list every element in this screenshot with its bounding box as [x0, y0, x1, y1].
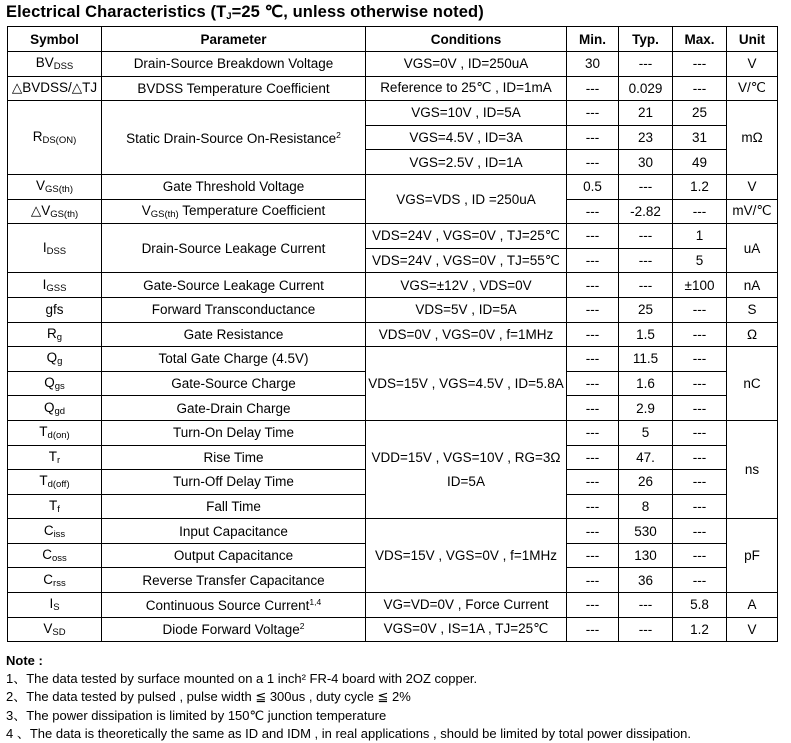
typ-cell: --- — [619, 593, 673, 618]
typ-cell: 8 — [619, 494, 673, 519]
max-cell: --- — [673, 347, 727, 372]
conditions-cell: VGS=4.5V , ID=3A — [366, 125, 567, 150]
parameter-cell: Rise Time — [102, 445, 366, 470]
unit-cell: S — [727, 297, 778, 322]
conditions-cell: VGS=0V , IS=1A , TJ=25℃ — [366, 617, 567, 642]
table-row — [8, 297, 778, 322]
header-symbol: Symbol — [8, 27, 102, 52]
typ-cell: 21 — [619, 101, 673, 126]
parameter-cell: Gate Resistance — [102, 322, 366, 347]
table-row — [8, 174, 778, 199]
max-cell: --- — [673, 519, 727, 544]
max-cell: --- — [673, 543, 727, 568]
typ-cell: 36 — [619, 568, 673, 593]
typ-cell: 1.5 — [619, 322, 673, 347]
note-1: 1、The data tested by surface mounted on a 1 inch² FR-4 board with 2OZ copper. — [6, 671, 478, 687]
min-cell: --- — [567, 519, 619, 544]
symbol-cell: $I_{DSS}$ — [8, 224, 102, 273]
symbol-cell: $C_{iss}$ — [8, 519, 102, 544]
parameter-cell: Output Capacitance — [102, 543, 366, 568]
typ-cell: 47. — [619, 445, 673, 470]
typ-cell: --- — [619, 273, 673, 298]
max-cell: --- — [673, 199, 727, 224]
parameter-cell: Turn-Off Delay Time — [102, 470, 366, 495]
unit-cell: V — [727, 174, 778, 199]
min-cell: --- — [567, 76, 619, 101]
table-row — [8, 593, 778, 618]
table-row — [8, 52, 778, 77]
conditions-cell: Reference to 25℃ , ID=1mA — [366, 76, 567, 101]
max-cell: 25 — [673, 101, 727, 126]
parameter-cell: Gate-Drain Charge — [102, 396, 366, 421]
notes-heading: Note : — [6, 653, 43, 668]
unit-cell: mV/℃ — [727, 199, 778, 224]
table-header-row — [8, 27, 778, 52]
min-cell: 0.5 — [567, 174, 619, 199]
max-cell: 5.8 — [673, 593, 727, 618]
unit-cell: Ω — [727, 322, 778, 347]
max-cell: 49 — [673, 150, 727, 175]
typ-cell: -2.82 — [619, 199, 673, 224]
min-cell: --- — [567, 248, 619, 273]
conditions-cell: VDS=24V , VGS=0V , TJ=25℃ — [366, 224, 567, 249]
table-row — [8, 76, 778, 101]
parameter-cell: Continuous Source Current$^{1,4}$ — [102, 593, 366, 618]
min-cell: --- — [567, 224, 619, 249]
min-cell: --- — [567, 593, 619, 618]
max-cell: 31 — [673, 125, 727, 150]
page-title: Electrical Characteristics ($T_J=25$ ℃, unless otherwise noted) — [6, 3, 484, 22]
header-max: Max. — [673, 27, 727, 52]
max-cell: --- — [673, 445, 727, 470]
min-cell: --- — [567, 322, 619, 347]
conditions-cell: VGS=10V , ID=5A — [366, 101, 567, 126]
conditions-cell: VGS=±12V , VDS=0V — [366, 273, 567, 298]
conditions-cell: VDS=24V , VGS=0V , TJ=55℃ — [366, 248, 567, 273]
symbol-cell: △BVDSS/△TJ — [8, 76, 102, 101]
parameter-cell: Diode Forward Voltage$^2$ — [102, 617, 366, 642]
symbol-cell: $V_{SD}$ — [8, 617, 102, 642]
header-min: Min. — [567, 27, 619, 52]
header-conditions: Conditions — [366, 27, 567, 52]
symbol-cell: $C_{rss}$ — [8, 568, 102, 593]
table-row — [8, 322, 778, 347]
max-cell: --- — [673, 297, 727, 322]
symbol-cell: $C_{oss}$ — [8, 543, 102, 568]
typ-cell: 0.029 — [619, 76, 673, 101]
symbol-cell: $BV_{DSS}$ — [8, 52, 102, 77]
header-typ: Typ. — [619, 27, 673, 52]
typ-cell: 26 — [619, 470, 673, 495]
parameter-cell: Gate Threshold Voltage — [102, 174, 366, 199]
parameter-cell: Total Gate Charge (4.5V) — [102, 347, 366, 372]
symbol-cell: $I_{GSS}$ — [8, 273, 102, 298]
parameter-cell: Static Drain-Source On-Resistance$^2$ — [102, 101, 366, 175]
min-cell: --- — [567, 494, 619, 519]
table-row — [8, 347, 778, 372]
electrical-characteristics-table — [7, 26, 778, 642]
conditions-cell: VG=VD=0V , Force Current — [366, 593, 567, 618]
table-row — [8, 224, 778, 249]
max-cell: ±100 — [673, 273, 727, 298]
max-cell: --- — [673, 371, 727, 396]
symbol-cell: $T_{d(on)}$ — [8, 420, 102, 445]
conditions-cell: VDS=5V , ID=5A — [366, 297, 567, 322]
unit-cell: nC — [727, 347, 778, 421]
typ-cell: 30 — [619, 150, 673, 175]
min-cell: 30 — [567, 52, 619, 77]
min-cell: --- — [567, 420, 619, 445]
parameter-cell: $V_{GS(th)}$ Temperature Coefficient — [102, 199, 366, 224]
note-4: 4 、The data is theoretically the same as ID and IDM , in real applications , should be limited by total power dissipation. — [6, 725, 692, 741]
max-cell: 5 — [673, 248, 727, 273]
min-cell: --- — [567, 101, 619, 126]
max-cell: --- — [673, 76, 727, 101]
max-cell: --- — [673, 568, 727, 593]
symbol-cell: $V_{GS(th)}$ — [8, 174, 102, 199]
max-cell: --- — [673, 396, 727, 421]
symbol-cell: $Q_{gs}$ — [8, 371, 102, 396]
table-row — [8, 101, 778, 126]
unit-cell: mΩ — [727, 101, 778, 175]
max-cell: 1 — [673, 224, 727, 249]
typ-cell: 530 — [619, 519, 673, 544]
max-cell: --- — [673, 52, 727, 77]
parameter-cell: Forward Transconductance — [102, 297, 366, 322]
typ-cell: --- — [619, 52, 673, 77]
min-cell: --- — [567, 297, 619, 322]
conditions-cell: VGS=2.5V , ID=1A — [366, 150, 567, 175]
typ-cell: 25 — [619, 297, 673, 322]
conditions-cell: VGS=0V , ID=250uA — [366, 52, 567, 77]
typ-cell: --- — [619, 617, 673, 642]
min-cell: --- — [567, 273, 619, 298]
unit-cell: nA — [727, 273, 778, 298]
symbol-cell: $\triangle V_{GS(th)}$ — [8, 199, 102, 224]
typ-cell: 23 — [619, 125, 673, 150]
parameter-cell: Gate-Source Leakage Current — [102, 273, 366, 298]
max-cell: --- — [673, 420, 727, 445]
parameter-cell: Turn-On Delay Time — [102, 420, 366, 445]
max-cell: 1.2 — [673, 174, 727, 199]
typ-cell: --- — [619, 224, 673, 249]
min-cell: --- — [567, 543, 619, 568]
typ-cell: 2.9 — [619, 396, 673, 421]
unit-cell: V — [727, 617, 778, 642]
min-cell: --- — [567, 371, 619, 396]
typ-cell: 5 — [619, 420, 673, 445]
symbol-cell: $R_g$ — [8, 322, 102, 347]
notes-section — [6, 652, 691, 743]
symbol-cell: $T_r$ — [8, 445, 102, 470]
parameter-cell: Reverse Transfer Capacitance — [102, 568, 366, 593]
unit-cell: A — [727, 593, 778, 618]
min-cell: --- — [567, 199, 619, 224]
min-cell: --- — [567, 396, 619, 421]
min-cell: --- — [567, 617, 619, 642]
symbol-cell: $T_{d(off)}$ — [8, 470, 102, 495]
parameter-cell: Fall Time — [102, 494, 366, 519]
typ-cell: 130 — [619, 543, 673, 568]
symbol-cell: $Q_g$ — [8, 347, 102, 372]
symbol-cell: $I_S$ — [8, 593, 102, 618]
typ-cell: 1.6 — [619, 371, 673, 396]
unit-cell: ns — [727, 420, 778, 518]
symbol-cell: $T_f$ — [8, 494, 102, 519]
conditions-cell: VDD=15V , VGS=10V , RG=3Ω ID=5A — [366, 420, 567, 518]
table-row — [8, 617, 778, 642]
typ-cell: --- — [619, 174, 673, 199]
max-cell: --- — [673, 470, 727, 495]
conditions-cell: VGS=VDS , ID =250uA — [366, 174, 567, 223]
conditions-cell: VDS=0V , VGS=0V , f=1MHz — [366, 322, 567, 347]
parameter-cell: Input Capacitance — [102, 519, 366, 544]
unit-cell: uA — [727, 224, 778, 273]
unit-cell: V — [727, 52, 778, 77]
header-unit: Unit — [727, 27, 778, 52]
max-cell: --- — [673, 322, 727, 347]
parameter-cell: BVDSS Temperature Coefficient — [102, 76, 366, 101]
parameter-cell: Gate-Source Charge — [102, 371, 366, 396]
unit-cell: pF — [727, 519, 778, 593]
note-2: 2、The data tested by pulsed , pulse width ≦ 300us , duty cycle ≦ 2% — [6, 689, 411, 705]
min-cell: --- — [567, 347, 619, 372]
symbol-cell: $R_{DS(ON)}$ — [8, 101, 102, 175]
typ-cell: --- — [619, 248, 673, 273]
typ-cell: 11.5 — [619, 347, 673, 372]
unit-cell: V/℃ — [727, 76, 778, 101]
symbol-cell: gfs — [8, 297, 102, 322]
table-row — [8, 519, 778, 544]
conditions-cell: VDS=15V , VGS=0V , f=1MHz — [366, 519, 567, 593]
min-cell: --- — [567, 568, 619, 593]
min-cell: --- — [567, 445, 619, 470]
symbol-cell: $Q_{gd}$ — [8, 396, 102, 421]
parameter-cell: Drain-Source Leakage Current — [102, 224, 366, 273]
note-3: 3、The power dissipation is limited by 150℃ junction temperature — [6, 707, 387, 723]
parameter-cell: Drain-Source Breakdown Voltage — [102, 52, 366, 77]
min-cell: --- — [567, 150, 619, 175]
table-row — [8, 273, 778, 298]
min-cell: --- — [567, 125, 619, 150]
max-cell: --- — [673, 494, 727, 519]
min-cell: --- — [567, 470, 619, 495]
header-parameter: Parameter — [102, 27, 366, 52]
table-row — [8, 420, 778, 445]
max-cell: 1.2 — [673, 617, 727, 642]
conditions-cell: VDS=15V , VGS=4.5V , ID=5.8A — [366, 347, 567, 421]
